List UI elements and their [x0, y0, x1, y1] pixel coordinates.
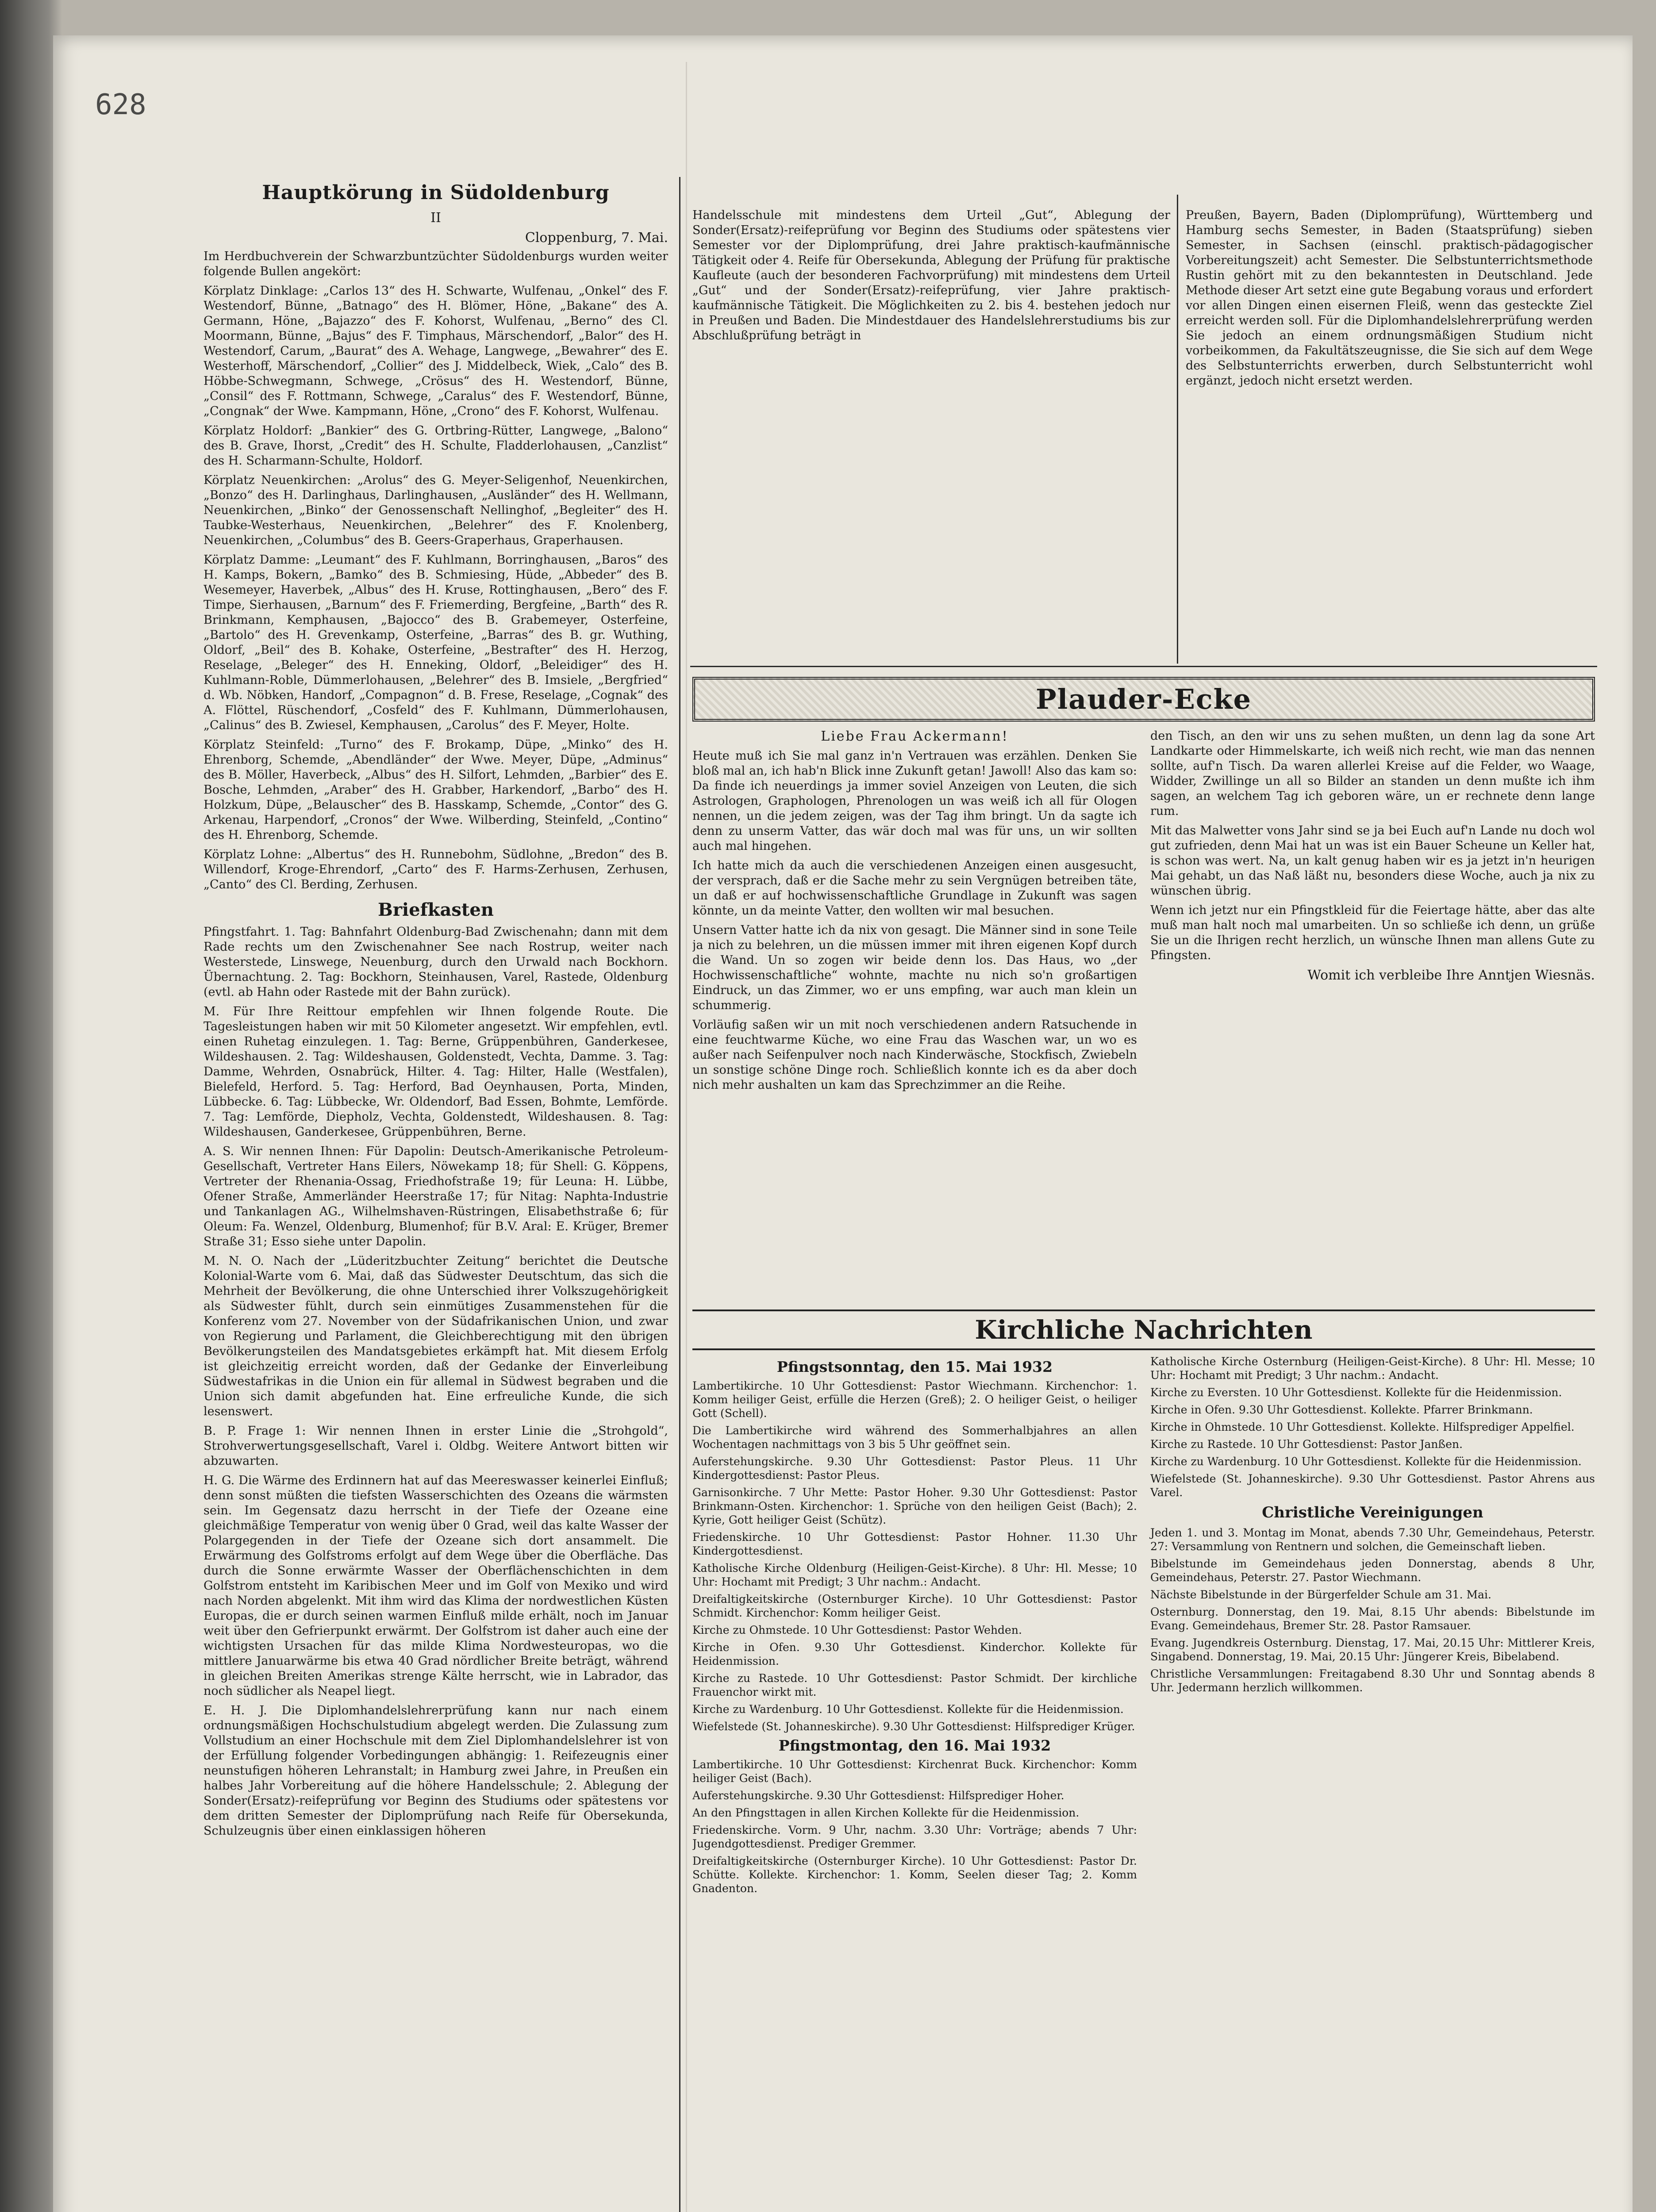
plauder-right-column — [1150, 729, 1595, 1097]
church-entry: Kirche zu Rastede. 10 Uhr Gottesdienst: Pastor Schmidt. Der kirchliche Frauenchor wirkt mit. — [692, 1672, 1137, 1698]
church-entry: Kirche zu Eversten. 10 Uhr Gottesdienst. Kollekte für die Heidenmission. — [1150, 1386, 1562, 1399]
church-entry: Kirche zu Ohmstede. 10 Uhr Gottesdienst: Pastor Wehden. — [692, 1624, 1022, 1636]
plauder-ecke-title: Plauder-Ecke — [692, 677, 1595, 722]
hauptkoerung-part: II — [430, 210, 441, 226]
vereinigung-entry: Jeden 1. und 3. Montag im Monat, abends 7.30 Uhr, Gemeindehaus, Peterstr. 27: Versammlung von Rentnern und solchen, die Gemeinschaft lieben. — [1150, 1526, 1595, 1553]
plauder-paragraph: Heute muß ich Sie mal ganz in'n Vertrauen was erzählen. Denken Sie bloß mal an, ich hab'n Blick inne Zukunft getan! Jawoll! Also das kam so: Da finde ich neuerdings ja immer soviel Anzeigen von Leuten, die sich Astrologen, Graphologen, Phrenologen un was weiß ich all für Ologen nennen, un die jedem zeigen, was der Tag ihm bringt. Un da sagte ich denn zu unserm Vatter, das wär doch mal was für uns, un wir sollten auch mal hingehen. — [692, 749, 1137, 853]
briefkasten-paragraph: M. N. O. Nach der „Lüderitzbuchter Zeitung“ berichtet die Deutsche Kolonial-Warte vom 6. Mai, daß das Südwester Deutschtum, das sich die Mehrheit der Bevölkerung, die ohne Unterschied ihrer Volkszugehörigkeit als Südwester fühlt, durch sein einmütiges Zusammenstehen für die Konferenz vom 27. November von der Südafrikanischen Union, und zwar von Regierung und Parlament, die Gleichberechtigung mit den übrigen Bevölkerungsteilen des Mandatsgebietes erkämpft hat. Mit diesem Erfolg ist gleichzeitig erreicht worden, daß der Gedanke der Einverleibung Südwestafrikas in die Union ein für allemal in Südwest begraben und die Union sich damit abgefunden hat. Eine erfreuliche Kunde, die sich lesenswert. — [204, 1254, 668, 1418]
plauder-salutation: Liebe Frau Ackermann! — [821, 729, 1009, 744]
briefkasten-paragraph: M. Für Ihre Reittour empfehlen wir Ihnen folgende Route. Die Tagesleistungen haben wir mit 50 Kilometer angesetzt. Wir empfehlen, evtl. einen Ruhetag einzulegen. 1. Tag: Berne, Grüppenbühren, Ganderkesee, Wildeshausen. 2. Tag: Wildeshausen, Goldenstedt, Vechta, Damme. 3. Tag: Damme, Wehrden, Osnabrück, Hilter. 4. Tag: Hilter, Halle (Westfalen), Bielefeld, Herford. 5. Tag: Herford, Bad Oeynhausen, Porta, Minden, Lübbecke. 6. Tag: Lübbecke, Wr. Oldendorf, Bad Essen, Bohmte, Lemförde. 7. Tag: Lemförde, Diepholz, Vechta, Goldenstedt, Wildeshausen. 8. Tag: Wildeshausen, Ganderkesee, Grüppenbühren, Berne. — [204, 1005, 668, 1139]
plauder-paragraph: Mit das Malwetter vons Jahr sind se ja bei Euch auf'n Lande nu doch wol gut zufrieden, denn Mai hat un was ist ein Bauer Scheune un Keller hat, is schon was wert. Na, un kalt genug haben wir es ja jetzt in'n heurigen Mai gehabt, un das Naß läßt nu, besonders diese Woche, auch ja nix zu wünschen übrig. — [1150, 824, 1595, 898]
hauptkoerung-title: Hauptkörung in Südoldenburg — [262, 181, 610, 204]
church-entry: Dreifaltigkeitskirche (Osternburger Kirche). 10 Uhr Gottesdienst: Pastor Schmidt. Kirchenchor: Komm heiliger Geist. — [692, 1593, 1137, 1619]
church-entry: Lambertikirche. 10 Uhr Gottesdienst: Pastor Wiechmann. Kirchenchor: 1. Komm heiliger Geist, erfülle die Herzen (Greß); 2. O heiliger Geist, o heiliger Gott (Schell). — [692, 1379, 1137, 1420]
church-entry: Kirche zu Wardenburg. 10 Uhr Gottesdienst. Kollekte für die Heidenmission. — [1150, 1455, 1582, 1468]
briefkasten-paragraph: B. P. Frage 1: Wir nennen Ihnen in erster Linie die „Strohgold“, Strohverwertungsgesellschaft, Varel i. Oldbg. Weitere Antwort bitten wir abzuwarten. — [204, 1424, 668, 1468]
briefkasten-paragraph: H. G. Die Wärme des Erdinnern hat auf das Meereswasser keinerlei Einfluß; denn sonst müßten die tiefsten Wasserschichten des Ozeans die wärmsten sein. Im Gegensatz dazu herrscht in der Tiefe der Ozeane eine gleichmäßige Temperatur von wenig über 0 Grad, weil das kalte Wasser der Polargegenden in der Tiefe der Ozeane sich dort ansammelt. Die Erwärmung des Golfstroms erfolgt auf dem Wege über die Oberfläche. Das durch die Sonne erwärmte Wasser der Oberflächenschichten in dem Golfstrom entsteht im Karibischen Meer und im Golf von Mexiko und wird nach Norden abgelenkt. Mit ihm wird das Klima der nordwestlichen Küsten Europas, die er durch seinen warmen Einfluß milde erhält, noch im Januar weit über den Gefrierpunkt erwärmt. Der Golfstrom ist daher auch eine der wichtigsten Ursachen für das milde Klima Nordwesteuropas, wo die mittlere Januarwärme bis etwa 40 Grad nördlicher Breite beträgt, während in gleichen Breiten Amerikas strenge Kälte herrscht, wie in Labrador, das noch südlicher als Neapel liegt. — [204, 1474, 668, 1698]
plauder-paragraph: Wenn ich jetzt nur ein Pfingstkleid für die Feiertage hätte, aber das alte muß man halt noch mal umarbeiten. Un so schließe ich denn, un grüße Sie un die Ihrigen recht herzlich, un wünsche Ihnen man allens Gute zu Pfingsten. — [1150, 903, 1595, 962]
vereinigung-entry: Christliche Versammlungen: Freitagabend 8.30 Uhr und Sonntag abends 8 Uhr. Jedermann herzlich willkommen. — [1150, 1667, 1595, 1694]
plauder-paragraph: Unsern Vatter hatte ich da nix von gesagt. Die Männer sind in sone Teile ja nich zu belehren, un die müssen immer mit ihren eigenen Kopf durch die Wand. Un so zogen wir beide denn los. Das Haus, wo „der Hochwissenschaftliche“ wohnte, machte nu nich so'n großartigen Eindruck, un das Zimmer, wo er uns empfing, war auch man klein un schummerig. — [692, 923, 1137, 1012]
column-rule — [679, 177, 680, 2212]
church-entry: Kirche in Ofen. 9.30 Uhr Gottesdienst. Kinderchor. Kollekte für Heidenmission. — [692, 1641, 1137, 1667]
church-entry: Kirche zu Rastede. 10 Uhr Gottesdienst: Pastor Janßen. — [1150, 1438, 1463, 1451]
church-entry: Wiefelstede (St. Johanneskirche). 9.30 Uhr Gottesdienst: Hilfsprediger Krüger. — [692, 1720, 1135, 1733]
kirchliche-title: Kirchliche Nachrichten — [692, 1310, 1595, 1350]
church-entry: Kirche zu Wardenburg. 10 Uhr Gottesdienst. Kollekte für die Heidenmission. — [692, 1703, 1124, 1716]
day-heading: Pfingstmontag, den 16. Mai 1932 — [778, 1737, 1051, 1754]
church-entry: Kirche in Ohmstede. 10 Uhr Gottesdienst. Kollekte. Hilfsprediger Appelfiel. — [1150, 1421, 1575, 1433]
briefkasten-title: Briefkasten — [378, 899, 494, 920]
plauder-paragraph: Vorläufig saßen wir un mit noch verschiedenen andern Ratsuchende in eine feuchtwarme Küche, wo eine Frau das Waschen war, un wo es außer nach Seifenpulver noch nach Kinderwäsche, Stockfisch, Zwiebeln un sonstige schöne Dinge roch. Schließlich konnte ich es da aber doch nich mehr aushalten un kam das Sprechzimmer an die Reihe. — [692, 1018, 1137, 1092]
kirchliche-right-column — [1150, 1355, 1595, 1899]
column-1 — [204, 181, 668, 2212]
church-entry: Katholische Kirche Oldenburg (Heiligen-Geist-Kirche). 8 Uhr: Hl. Messe; 10 Uhr: Hochamt mit Predigt; 3 Uhr nachm.: Andacht. — [692, 1562, 1137, 1588]
church-entry: Die Lambertikirche wird während des Sommerhalbjahres an allen Wochentagen nachmittags von 3 bis 5 Uhr geöffnet sein. — [692, 1424, 1137, 1451]
hauptkoerung-paragraph: Körplatz Lohne: „Albertus“ des H. Runnebohm, Südlohne, „Bredon“ des B. Willendorf, Kroge-Ehrendorf, „Carto“ des F. Harms-Zerhusen, Zerhusen, „Canto“ des Cl. Berding, Zerhusen. — [204, 848, 668, 891]
plauder-paragraph: den Tisch, an den wir uns zu sehen mußten, un denn lag da sone Art Landkarte oder Himmelskarte, ich weiß nich recht, wie man das nennen sollte, auf'n Tisch. Da waren allerlei Kreise auf die Felder, wo Waage, Widder, Zwillinge un all so Bilder an standen un denn mußte ich ihm sagen, an welchem Tag ich geboren wäre, un er rechnete denn lange rum. — [1150, 729, 1595, 818]
fold-line — [686, 62, 687, 2212]
briefkasten-paragraph: Pfingstfahrt. 1. Tag: Bahnfahrt Oldenburg-Bad Zwischenahn; dann mit dem Rade rechts um den Zwischenahner See nach Rostrup, weiter nach Westerstede, Linswege, Neuenburg, durch den Urwald nach Bockhorn. Übernachtung. 2. Tag: Bockhorn, Steinhausen, Varel, Rastede, Oldenburg (evtl. ab Hahn oder Rastede mit der Bahn zurück). — [204, 925, 668, 999]
church-entry: Friedenskirche. Vorm. 9 Uhr, nachm. 3.30 Uhr: Vorträge; abends 7 Uhr: Jugendgottesdienst. Prediger Gremmer. — [692, 1824, 1137, 1850]
column-3-top — [1186, 208, 1593, 491]
day-heading: Pfingstsonntag, den 15. Mai 1932 — [776, 1358, 1053, 1375]
hauptkoerung-paragraph: Körplatz Neuenkirchen: „Arolus“ des G. Meyer-Seligenhof, Neuenkirchen, „Bonzo“ des H. Darlinghaus, Darlinghausen, „Ausländer“ des H. Wellmann, Neuenkirchen, „Binko“ der Genossenschaft Nellinghof, „Begleiter“ des H. Taubke-Westerhaus, Neuenkirchen, „Belehrer“ des F. Knolenberg, Neuenkirchen, „Columbus“ des B. Geers-Graperhaus, Graperhausen. — [204, 473, 668, 547]
church-entry: Wiefelstede (St. Johanneskirche). 9.30 Uhr Gottesdienst. Pastor Ahrens aus Varel. — [1150, 1472, 1595, 1499]
vereinigung-entry: Nächste Bibelstunde in der Bürgerfelder Schule am 31. Mai. — [1150, 1588, 1491, 1601]
hauptkoerung-body — [204, 249, 668, 892]
section-rule — [690, 666, 1597, 667]
vereinigung-entry: Osternburg. Donnerstag, den 19. Mai, 8.15 Uhr abends: Bibelstunde im Evang. Gemeindehaus, Bremer Str. 28. Pastor Ramsauer. — [1150, 1605, 1595, 1632]
newspaper-page — [53, 35, 1633, 2212]
church-entry: Garnisonkirche. 7 Uhr Mette: Pastor Hoher. 9.30 Uhr Gottesdienst: Pastor Brinkmann-Osten. Kirchenchor: 1. Sprüche von den heiligen Geist (Bach); 2. Kyrie, Gott heiliger Geist (Schütz). — [692, 1486, 1137, 1526]
church-entry: Auferstehungskirche. 9.30 Uhr Gottesdienst: Pastor Pleus. 11 Uhr Kindergottesdienst: Pastor Pleus. — [692, 1455, 1137, 1482]
page-number: 628 — [95, 88, 146, 121]
hauptkoerung-paragraph: Körplatz Damme: „Leumant“ des F. Kuhlmann, Borringhausen, „Baros“ des H. Kamps, Bokern, „Bamko“ des B. Schmiesing, Hüde, „Abbeder“ des B. Wesemeyer, Haverbek, „Albus“ des H. Kruse, Rottinghausen, „Bero“ des F. Timpe, Sierhausen, „Barnum“ des F. Friemerding, Bergfeine, „Barth“ des R. Brinkmann, Kemphausen, „Bajocco“ des B. Grabemeyer, Osterfeine, „Bartolo“ des H. Grevenkamp, Osterfeine, „Barras“ des B. gr. Wuthing, Oldorf, „Beil“ des B. Kohake, Osterfeine, „Bestrafter“ des H. Herzog, Reselage, „Beleger“ des H. Enneking, Oldorf, „Beleidiger“ des H. Kuhlmann-Roble, Dümmerlohausen, „Belehrer“ des B. Imsiele, „Bergfried“ d. Wb. Nöbken, Handorf, „Compagnon“ d. B. Frese, Reselage, „Cognak“ des A. Flöttel, Rüschendorf, „Cosfeld“ des F. Kuhlmann, Dümmerlohausen, „Calinus“ des B. Zwiesel, Kemphausen, „Carolus“ des F. Meyer, Holte. — [204, 553, 668, 732]
briefkasten-paragraph: A. S. Wir nennen Ihnen: Für Dapolin: Deutsch-Amerikanische Petroleum-Gesellschaft, Vertreter Hans Eilers, Nöwekamp 18; für Shell: G. Köppens, Vertreter der Rhenania-Ossag, Friedhofstraße 19; für Leuna: H. Lübbe, Ofener Straße, Ammerländer Heerstraße 17; für Nitag: Naphta-Industrie und Tankanlagen AG., Wilhelmshaven-Rüstringen, Elisabethstraße 6; für Oleum: Fa. Wenzel, Oldenburg, Blumenhof; für B.V. Aral: E. Krüger, Bremer Straße 31; Esso siehe unter Dapolin. — [204, 1144, 668, 1248]
church-entry: Auferstehungskirche. 9.30 Uhr Gottesdienst: Hilfsprediger Hoher. — [692, 1789, 1064, 1802]
plauder-left-column — [692, 729, 1137, 1097]
church-entry: Kirche in Ofen. 9.30 Uhr Gottesdienst. Kollekte. Pfarrer Brinkmann. — [1150, 1403, 1533, 1416]
briefkasten-body — [204, 925, 668, 1839]
church-entry: Dreifaltigkeitskirche (Osternburger Kirche). 10 Uhr Gottesdienst: Pastor Dr. Schütte. Kollekte. Kirchenchor: 1. Komm, Seelen dieser Tag; 2. Komm Gnadenton. — [692, 1855, 1137, 1895]
column-2-top — [692, 208, 1170, 659]
church-entry: Friedenskirche. 10 Uhr Gottesdienst: Pastor Hohner. 11.30 Uhr Kindergottesdienst. — [692, 1531, 1137, 1557]
plauder-paragraph: Ich hatte mich da auch die verschiedenen Anzeigen einen ausgesucht, der versprach, daß er die Sache mehr zu sein Vergnügen betreiben täte, un daß er auf hochwissenschaftliche Grundlage in Zukunft was sagen könnte, un da meinte Vatter, den wollten wir mal besuchen. — [692, 859, 1137, 918]
vereinigungen-title: Christliche Vereinigungen — [1262, 1504, 1483, 1521]
plauder-ecke-section — [692, 677, 1595, 1301]
briefkasten-paragraph: E. H. J. Die Diplomhandelslehrerprüfung kann nur nach einem ordnungsmäßigen Hochschulstudium abgelegt werden. Die Zulassung zum Vollstudium an einer Hochschule mit dem Ziel Diplomhandelslehrer ist von der Erfüllung folgender Vorbedingungen abhängig: 1. Reifezeugnis einer neunstufigen höheren Lehranstalt; in Hamburg zwei Jahre, in Preußen ein halbes Jahr Vorbereitung auf die höhere Handelsschule; 2. Ablegung der Sonder(Ersatz)-reifeprüfung vor Beginn des Studiums oder spätestens vor dem dritten Semester der Diplomprüfung nach Reife für Obersekunda, Schulzeugnis über einen einklassigen höheren — [204, 1704, 668, 1838]
church-entry: An den Pfingsttagen in allen Kirchen Kollekte für die Heidenmission. — [692, 1806, 1080, 1819]
plauder-signature: Womit ich verbleibe Ihre Anntjen Wiesnäs. — [1307, 968, 1595, 983]
column-rule — [1177, 195, 1178, 664]
col3-paragraph: Preußen, Bayern, Baden (Diplomprüfung), Württemberg und Hamburg sechs Semester, in Baden (Staatsprüfung) sieben Semester, in Sachsen (einschl. praktisch-pädagogischer Vorbereitungszeit) acht Semester. Die Selbstunterrichtsmethode Rustin gehört mit zu den bekanntesten in Deutschland. Jede Methode dieser Art setzt eine gute Begabung voraus und erfordert vor allen Dingen einen eisernen Fleiß, wenn das gesteckte Ziel erreicht werden soll. Für die Diplomhandelslehrerprüfung werden Sie jedoch an einem ordnungsmäßigen Studium nicht vorbeikommen, da Fakultätszeugnisse, die Sie sich auf dem Wege des Selbstunterrichts erwerben, durch Selbstunterricht wohl ergänzt, jedoch nicht ersetzt werden. — [1186, 208, 1593, 388]
col2-paragraph: Handelsschule mit mindestens dem Urteil „Gut“, Ablegung der Sonder(Ersatz)-reifeprüfung vor Beginn des Studiums oder spätestens vier Semester vor der Diplomprüfung, drei Jahre praktisch-kaufmännische Tätigkeit oder 4. Reife für Obersekunda, Ablegung der Prüfung für praktische Kaufleute (auch der besonderen Fachvorprüfung) mit mindestens dem Urteil „Gut“ und der Sonder(Ersatz)-reifeprüfung, vier Jahre praktisch-kaufmännische Tätigkeit. Die Möglichkeiten zu 2. bis 4. bestehen jedoch nur in Preußen und Baden. Die Mindestdauer des Handelslehrerstudiums bis zur Abschlußprüfung beträgt in — [692, 208, 1170, 342]
vereinigung-entry: Evang. Jugendkreis Osternburg. Dienstag, 17. Mai, 20.15 Uhr: Mittlerer Kreis, Singabend. Donnerstag, 19. Mai, 20.15 Uhr: Jüngerer Kreis, Bibelabend. — [1150, 1636, 1595, 1663]
hauptkoerung-paragraph: Im Herdbuchverein der Schwarzbuntzüchter Südoldenburgs wurden weiter folgende Bullen angekört: — [204, 250, 668, 278]
hauptkoerung-paragraph: Körplatz Dinklage: „Carlos 13“ des H. Schwarte, Wulfenau, „Onkel“ des F. Westendorf, Bünne, „Batnago“ des H. Blömer, Höne, „Bakane“ des A. Germann, Höne, „Bajazzo“ des F. Kohorst, Wulfenau, „Berno“ des Cl. Moormann, Bünne, „Bajus“ des F. Timphaus, Märschendorf, „Balor“ des H. Westendorf, Carum, „Baurat“ des A. Wehage, Langwege, „Bewahrer“ des E. Westerhoff, Märschendorf, „Collier“ des J. Middelbeck, Wiek, „Calo“ des B. Höbbe-Schwegmann, Schwege, „Crösus“ des H. Westendorf, Bünne, „Consil“ des F. Rottmann, Schwege, „Caralus“ des F. Westendorf, Bünne, „Congnak“ der Wwe. Kampmann, Höne, „Crono“ des F. Kohorst, Wulfenau. — [204, 284, 668, 418]
hauptkoerung-paragraph: Körplatz Holdorf: „Bankier“ des G. Ortbring-Rütter, Langwege, „Balono“ des B. Grave, Ihorst, „Credit“ des H. Schulte, Fladderlohausen, „Canzlist“ des H. Scharmann-Schulte, Holdorf. — [204, 424, 668, 468]
church-entry: Lambertikirche. 10 Uhr Gottesdienst: Kirchenrat Buck. Kirchenchor: Komm heiliger Geist (Bach). — [692, 1758, 1137, 1785]
kirchliche-nachrichten-section — [692, 1310, 1595, 2212]
vereinigung-entry: Bibelstunde im Gemeindehaus jeden Donnerstag, abends 8 Uhr, Gemeindehaus, Peterstr. 27. Pastor Wiechmann. — [1150, 1557, 1595, 1584]
hauptkoerung-paragraph: Körplatz Steinfeld: „Turno“ des F. Brokamp, Düpe, „Minko“ des H. Ehrenborg, Schemde, „Abendländer“ der Wwe. Meyer, Düpe, „Adminus“ des B. Möller, Haverbeck, „Albus“ des H. Silfort, Lehmden, „Barbier“ des E. Bosche, Lehmden, „Araber“ des H. Grabber, Harkendorf, „Barbo“ des H. Holzkum, Düpe, „Belauscher“ des B. Hasskamp, Schemde, „Contor“ des G. Arkenau, Harpendorf, „Cronos“ der Wwe. Wilberding, Steinfeld, „Contino“ des H. Ehrenborg, Schemde. — [204, 738, 668, 842]
hauptkoerung-dateline: Cloppenburg, 7. Mai. — [525, 230, 668, 246]
church-entry: Katholische Kirche Osternburg (Heiligen-Geist-Kirche). 8 Uhr: Hl. Messe; 10 Uhr: Hochamt mit Predigt; 3 Uhr nachm.: Andacht. — [1150, 1355, 1595, 1382]
kirchliche-left-column — [692, 1355, 1137, 1899]
